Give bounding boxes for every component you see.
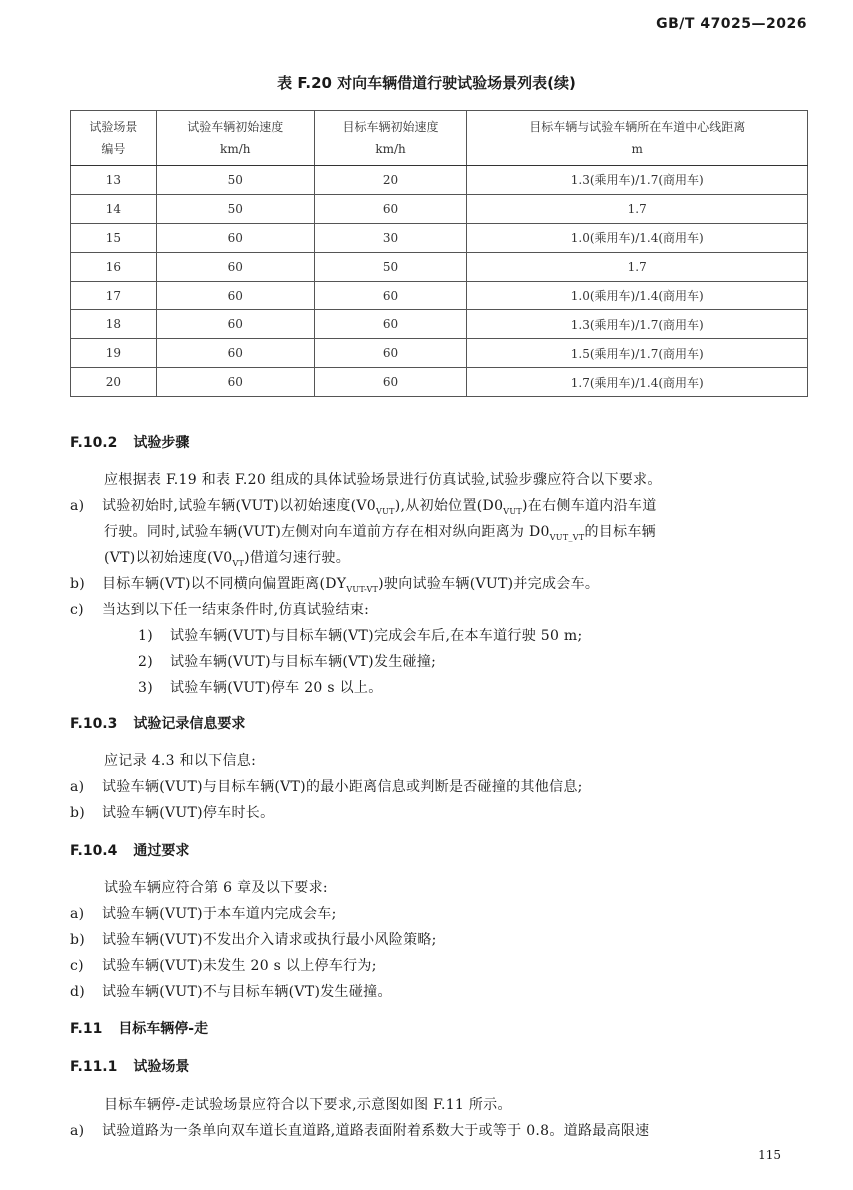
- list-item: c) 当达到以下任一结束条件时,仿真试验结束:: [70, 602, 370, 618]
- table-row: 17 60 60 1.0(乘用车)/1.4(商用车): [71, 281, 808, 310]
- page-number: 115: [758, 1148, 781, 1162]
- sub-list-item: 2) 试验车辆(VUT)与目标车辆(VT)发生碰撞;: [138, 654, 437, 670]
- section-heading-f10-2: F.10.2 试验步骤: [70, 435, 190, 451]
- list-item: a) 试验道路为一条单向双车道长直道路,道路表面附着系数大于或等于 0.8。道路最高限速: [70, 1123, 650, 1139]
- column-header: 试验场景 编号: [71, 111, 157, 166]
- sub-list-item: 1) 试验车辆(VUT)与目标车辆(VT)完成会车后,在本车道行驶 50 m;: [138, 628, 583, 644]
- section-heading-f10-4: F.10.4 通过要求: [70, 843, 190, 859]
- table-row: 13 50 20 1.3(乘用车)/1.7(商用车): [71, 166, 808, 195]
- paragraph: 应根据表 F.19 和表 F.20 组成的具体试验场景进行仿真试验,试验步骤应符合以下要求。: [104, 472, 662, 488]
- standard-number: GB/T 47025—2026: [656, 16, 807, 32]
- sub-list-item: 3) 试验车辆(VUT)停车 20 s 以上。: [138, 680, 383, 696]
- section-heading-f11: F.11 目标车辆停-走: [70, 1021, 209, 1037]
- list-item: c) 试验车辆(VUT)未发生 20 s 以上停车行为;: [70, 958, 377, 974]
- table-row: 20 60 60 1.7(乘用车)/1.4(商用车): [71, 368, 808, 397]
- table-row: 19 60 60 1.5(乘用车)/1.7(商用车): [71, 339, 808, 368]
- list-item: b) 试验车辆(VUT)不发出介入请求或执行最小风险策略;: [70, 932, 437, 948]
- list-item-continued: (VT)以初始速度$(V0_{VT})$借道匀速行驶。: [104, 550, 351, 568]
- table-row: 15 60 30 1.0(乘用车)/1.4(商用车): [71, 223, 808, 252]
- list-item: a) 试验车辆(VUT)于本车道内完成会车;: [70, 906, 337, 922]
- table-title: 表 F.20 对向车辆借道行驶试验场景列表(续): [277, 74, 576, 92]
- section-heading-f10-3: F.10.3 试验记录信息要求: [70, 716, 246, 732]
- column-header: 试验车辆初始速度 km/h: [156, 111, 314, 166]
- section-heading-f11-1: F.11.1 试验场景: [70, 1059, 190, 1075]
- paragraph: 应记录 4.3 和以下信息:: [104, 753, 257, 769]
- scenario-table: [70, 110, 808, 397]
- list-item: b) 目标车辆(VT)以不同横向偏置距离$(DY_{VUT-VT})$驶向试验车辆(VUT)并完成会车。: [70, 576, 600, 594]
- column-header: 目标车辆初始速度 km/h: [314, 111, 467, 166]
- list-item: b) 试验车辆(VUT)停车时长。: [70, 805, 275, 821]
- table-row: 14 50 60 1.7: [71, 194, 808, 223]
- table-row: 18 60 60 1.3(乘用车)/1.7(商用车): [71, 310, 808, 339]
- table-header-row: [71, 111, 808, 166]
- list-item: a) 试验初始时,试验车辆(VUT)以初始速度$(V0_{VUT})$,从初始位置$(D0_{VUT})$在右侧车道内沿车道: [70, 498, 657, 516]
- table-row: 16 60 50 1.7: [71, 252, 808, 281]
- paragraph: 试验车辆应符合第 6 章及以下要求:: [104, 880, 328, 896]
- list-item-continued: 行驶。同时,试验车辆(VUT)左侧对向车道前方存在相对纵向距离为 $D0_{VUT\_VT}$的目标车辆: [104, 524, 656, 542]
- list-item: a) 试验车辆(VUT)与目标车辆(VT)的最小距离信息或判断是否碰撞的其他信息;: [70, 779, 583, 795]
- list-item: d) 试验车辆(VUT)不与目标车辆(VT)发生碰撞。: [70, 984, 392, 1000]
- paragraph: 目标车辆停-走试验场景应符合以下要求,示意图如图 F.11 所示。: [104, 1097, 512, 1113]
- column-header: 目标车辆与试验车辆所在车道中心线距离 m: [467, 111, 808, 166]
